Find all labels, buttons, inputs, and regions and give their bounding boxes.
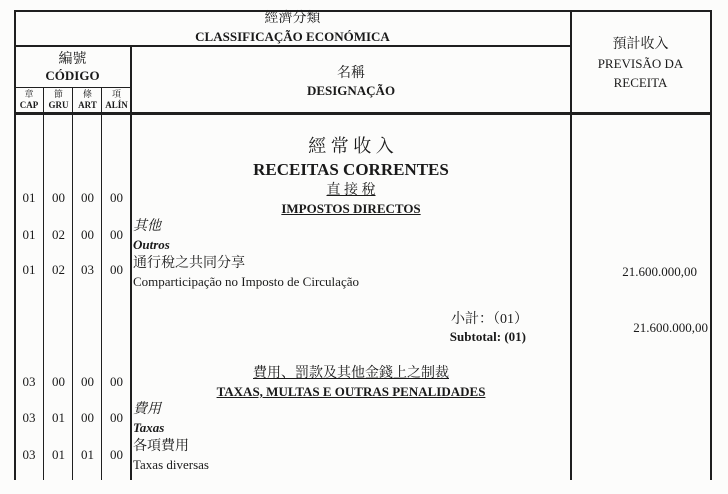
designation-header-pt: DESIGNAÇÃO [306, 83, 396, 98]
alin-header-pt: ALÍN [105, 100, 128, 110]
forecast-header-zh: 預計收入 [612, 37, 669, 52]
code-header-zh: 編號 [58, 52, 87, 67]
section-title-zh: 經 常 收 入 [308, 136, 394, 156]
classification-title-pt: CLASSIFICAÇÃO ECONÓMICA [195, 29, 390, 44]
row-code-cap: 01 [22, 227, 36, 242]
code-header-pt: CÓDIGO [45, 68, 100, 83]
table-right-border [710, 10, 712, 480]
row-code-art: 00 [81, 374, 94, 389]
row-code-gru: 00 [52, 374, 65, 389]
group-heading-pt: Outros [133, 237, 170, 252]
chapter-heading-zh: 費用、罰款及其他金錢上之制裁 [253, 366, 449, 381]
item-designation-zh: 通行稅之共同分享 [133, 256, 245, 271]
item-forecast-value: 21.600.000,00 [622, 264, 697, 279]
row-code-cap: 01 [22, 190, 36, 205]
row-code-art: 01 [81, 447, 94, 462]
art-header-pt: ART [78, 100, 97, 110]
row-code-cap: 03 [22, 447, 36, 462]
row-code-alin: 00 [110, 374, 123, 389]
gru-header-pt: GRU [48, 100, 69, 110]
row-code-alin: 00 [110, 410, 123, 425]
designation-header-zh: 名稱 [337, 66, 365, 81]
row-code-alin: 00 [110, 447, 123, 462]
row-code-art: 00 [81, 227, 94, 242]
cap-header-pt: CAP [19, 100, 39, 110]
classification-header-divider [14, 45, 571, 47]
row-code-gru: 01 [52, 410, 65, 425]
header-bottom-rule [14, 112, 712, 115]
group-heading-pt: Taxas [133, 420, 165, 435]
subtotal-label-zh: 小計：（01） [451, 312, 528, 327]
section-title-pt: RECEITAS CORRENTES [253, 160, 449, 179]
row-code-art: 03 [81, 262, 94, 277]
alin-header-zh: 項 [111, 89, 121, 99]
row-code-gru: 02 [52, 227, 65, 242]
gru-header-zh: 節 [53, 89, 63, 99]
subtotal-value: 21.600.000,00 [633, 320, 708, 335]
row-code-cap: 03 [22, 374, 36, 389]
chapter-heading-pt: TAXAS, MULTAS E OUTRAS PENALIDADES [216, 384, 486, 399]
chapter-heading-pt: IMPOSTOS DIRECTOS [281, 201, 421, 216]
chapter-heading-zh: 直 接 稅 [326, 183, 376, 198]
item-designation-pt: Comparticipação no Imposto de Circulação [133, 274, 359, 289]
row-code-alin: 00 [110, 190, 123, 205]
group-heading-zh: 其他 [133, 219, 161, 234]
item-designation-pt: Taxas diversas [133, 457, 209, 472]
row-code-cap: 03 [22, 410, 36, 425]
row-code-gru: 02 [52, 262, 65, 277]
row-code-gru: 01 [52, 447, 65, 462]
subtotal-label-pt: Subtotal: (01) [449, 329, 526, 344]
item-designation-zh: 各項費用 [133, 439, 189, 454]
art-header-zh: 條 [82, 89, 92, 99]
row-code-alin: 00 [110, 262, 123, 277]
row-code-gru: 00 [52, 190, 65, 205]
group-heading-zh: 費用 [133, 402, 161, 417]
classification-title-zh: 經濟分類 [264, 11, 321, 26]
forecast-header-pt: PREVISÃO DA RECEITA [597, 56, 684, 90]
row-code-alin: 00 [110, 227, 123, 242]
cap-header-zh: 章 [24, 89, 34, 99]
row-code-art: 00 [81, 190, 94, 205]
row-code-cap: 01 [22, 262, 36, 277]
row-code-art: 00 [81, 410, 94, 425]
